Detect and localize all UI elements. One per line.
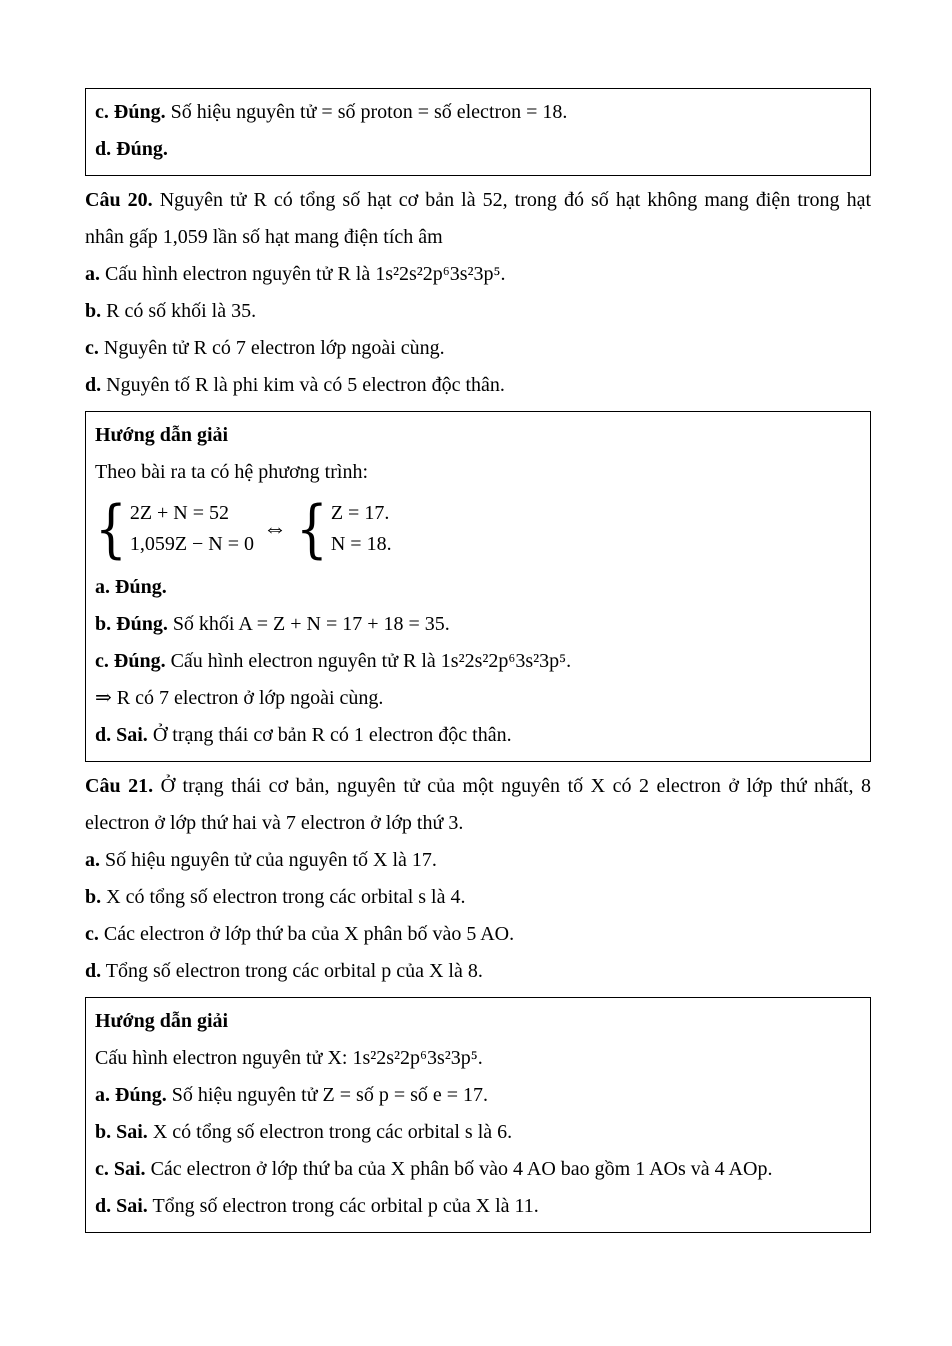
verdict-d: d. Sai.: [95, 1195, 148, 1217]
option-c-label: c.: [85, 923, 99, 945]
solution-title: [95, 417, 861, 454]
solution-20-implication: [95, 680, 861, 717]
question-21-stem: [85, 768, 871, 842]
electron-config-text: Cấu hình electron nguyên tử X: 1s²2s²2p⁶3s²3p⁵.: [95, 1047, 483, 1069]
option-a-text: Cấu hình electron nguyên tử R là 1s²2s²2p⁶3s²3p⁵.: [105, 263, 506, 285]
option-b-text: X có tổng số electron trong các orbital s là 4.: [106, 886, 466, 908]
question-21-option-c: [85, 916, 871, 953]
verdict-b-text: Số khối A = Z + N = 17 + 18 = 35.: [172, 613, 450, 635]
question-20-option-a: [85, 256, 871, 293]
verdict-a: a. Đúng.: [95, 576, 167, 598]
question-21-option-b: [85, 879, 871, 916]
solution-21-line-d: [95, 1188, 861, 1225]
right-system-lines: [331, 498, 392, 560]
solution-title-text: Hướng dẫn giải: [95, 1010, 229, 1032]
solution-z-value: Z = 17.: [330, 502, 390, 524]
solution-21-config: [95, 1040, 861, 1077]
option-c-text: Các electron ở lớp thứ ba của X phân bố vào 5 AO.: [103, 923, 515, 945]
question-20-number: Câu 20.: [85, 189, 153, 211]
equation-line-1: 2Z + N = 52: [129, 502, 230, 524]
answer-box-previous-question: [85, 88, 871, 176]
verdict-c-text: Cấu hình electron nguyên tử R là 1s²2s²2p⁶3s²3p⁵.: [170, 650, 572, 672]
verdict-b-text: X có tổng số electron trong các orbital s là 6.: [152, 1121, 513, 1143]
question-21-stem-text: Ở trạng thái cơ bản, nguyên tử của một nguyên tố X có 2 electron ở lớp thứ nhất, 8 electron ở lớp thứ hai và 7 electron ở lớp thứ 3.: [85, 775, 871, 834]
option-d-label: d.: [85, 960, 102, 982]
verdict-d: d. Sai.: [95, 724, 148, 746]
implication-text: ⇒ R có 7 electron ở lớp ngoài cùng.: [95, 687, 384, 709]
solution-box-21: [85, 997, 871, 1233]
solution-title: [95, 1003, 861, 1040]
question-21-number: Câu 21.: [85, 775, 154, 797]
verdict-c-text: Các electron ở lớp thứ ba của X phân bố vào 4 AO bao gồm 1 AOs và 4 AOp.: [150, 1158, 773, 1180]
answer-verdict-d: d. Đúng.: [95, 138, 168, 160]
option-b-text: R có số khối là 35.: [106, 300, 257, 322]
option-b-label: b.: [85, 886, 102, 908]
verdict-a: a. Đúng.: [95, 1084, 167, 1106]
option-a-label: a.: [85, 849, 100, 871]
left-system-lines: [130, 498, 254, 560]
solution-21-line-c: [95, 1151, 861, 1188]
verdict-d-text: Tổng số electron trong các orbital p của X là 11.: [152, 1195, 539, 1217]
option-c-label: c.: [85, 337, 99, 359]
option-d-text: Tổng số electron trong các orbital p của X là 8.: [105, 960, 483, 982]
option-c-text: Nguyên tử R có 7 electron lớp ngoài cùng.: [103, 337, 445, 359]
question-21-option-a: [85, 842, 871, 879]
answer-line-d: [95, 131, 861, 168]
verdict-d-text: Ở trạng thái cơ bản R có 1 electron độc thân.: [152, 724, 512, 746]
solution-20-line-b: [95, 606, 861, 643]
answer-text-c: Số hiệu nguyên tử = số proton = số electron = 18.: [170, 101, 568, 123]
solution-21-line-a: [95, 1077, 861, 1114]
question-20-option-d: [85, 367, 871, 404]
right-system: [296, 492, 392, 566]
verdict-c: c. Đúng.: [95, 650, 166, 672]
verdict-a-text: Số hiệu nguyên tử Z = số p = số e = 17.: [171, 1084, 489, 1106]
solution-intro: [95, 454, 861, 491]
left-brace: {: [95, 492, 127, 566]
question-20-option-c: [85, 330, 871, 367]
option-d-label: d.: [85, 374, 102, 396]
solution-21-line-b: [95, 1114, 861, 1151]
equation-line-2: 1,059Z − N = 0: [129, 533, 255, 555]
iff-arrow: ⇔: [263, 515, 288, 542]
solution-intro-text: Theo bài ra ta có hệ phương trình:: [95, 461, 368, 483]
option-b-label: b.: [85, 300, 102, 322]
option-a-label: a.: [85, 263, 100, 285]
left-system: [95, 492, 255, 566]
question-20-option-b: [85, 293, 871, 330]
equation-system: [95, 492, 861, 566]
option-d-text: Nguyên tố R là phi kim và có 5 electron độc thân.: [106, 374, 505, 396]
right-brace: {: [296, 492, 328, 566]
verdict-b: b. Đúng.: [95, 613, 168, 635]
question-20-stem: [85, 182, 871, 256]
question-21-option-d: [85, 953, 871, 990]
question-20: [85, 182, 871, 404]
solution-20-line-c: [95, 643, 861, 680]
answer-verdict-c: c. Đúng.: [95, 101, 166, 123]
solution-title-text: Hướng dẫn giải: [95, 424, 229, 446]
solution-n-value: N = 18.: [330, 533, 392, 555]
verdict-b: b. Sai.: [95, 1121, 148, 1143]
solution-20-line-a: [95, 569, 861, 606]
question-21: [85, 768, 871, 990]
solution-20-line-d: [95, 717, 861, 754]
question-20-stem-text: Nguyên tử R có tổng số hạt cơ bản là 52, trong đó số hạt không mang điện trong hạt nhân gấp 1,059 lần số hạt mang điện tích âm: [85, 189, 872, 248]
verdict-c: c. Sai.: [95, 1158, 146, 1180]
solution-box-20: [85, 411, 871, 762]
option-a-text: Số hiệu nguyên tử của nguyên tố X là 17.: [105, 849, 437, 871]
answer-line-c: [95, 94, 861, 131]
